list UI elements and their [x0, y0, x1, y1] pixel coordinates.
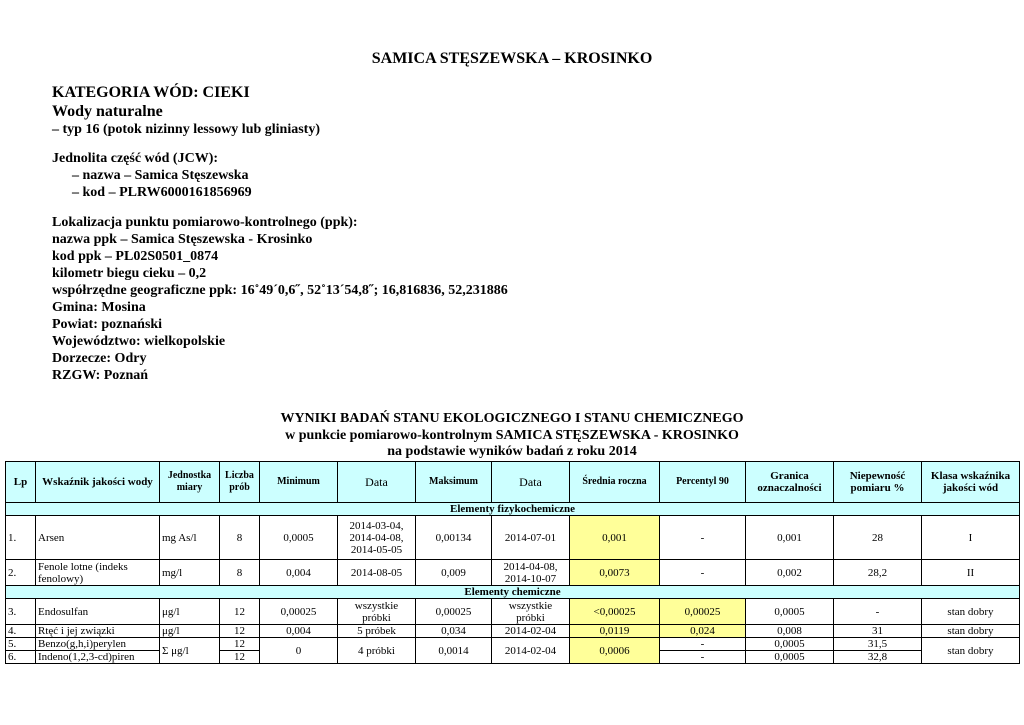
cell-limit: 0,0005 — [746, 651, 834, 664]
header-mean: Średnia roczna — [570, 462, 660, 503]
cell-min: 0,0005 — [260, 516, 338, 560]
cell-samples: 12 — [220, 599, 260, 625]
header-date-min: Data — [338, 462, 416, 503]
cell-limit: 0,008 — [746, 625, 834, 638]
cell-max: 0,00134 — [416, 516, 492, 560]
section-physicochemical: Elementy fizykochemiczne — [6, 503, 1020, 516]
header-lp: Lp — [6, 462, 36, 503]
cell-date-min: 5 próbek — [338, 625, 416, 638]
header-max: Maksimum — [416, 462, 492, 503]
category-sub: Wody naturalne — [52, 103, 163, 120]
cell-lp: 4. — [6, 625, 36, 638]
table-header-row — [6, 462, 1020, 503]
cell-samples: 12 — [220, 638, 260, 651]
cell-limit: 0,002 — [746, 560, 834, 586]
cell-class: stan dobry — [922, 638, 1020, 664]
location-line: nazwa ppk – Samica Stęszewska - Krosinko — [52, 232, 313, 247]
cell-max: 0,00025 — [416, 599, 492, 625]
header-class: Klasa wskaźnika jakości wód — [922, 462, 1020, 503]
cell-limit: 0,0005 — [746, 599, 834, 625]
cell-uncertainty: 28,2 — [834, 560, 922, 586]
cell-uncertainty: 28 — [834, 516, 922, 560]
cell-date-min: 2014-03-04, 2014-04-08, 2014-05-05 — [338, 516, 416, 560]
cell-date-max: wszystkie próbki — [492, 599, 570, 625]
cell-unit: mg As/l — [160, 516, 220, 560]
cell-lp: 1. — [6, 516, 36, 560]
cell-samples: 12 — [220, 625, 260, 638]
table-row — [6, 516, 1020, 560]
category-block — [52, 83, 320, 138]
cell-mean: <0,00025 — [570, 599, 660, 625]
cell-mean: 0,0006 — [570, 638, 660, 664]
cell-lp: 6. — [6, 651, 36, 664]
location-line: Dorzecze: Odry — [52, 351, 147, 366]
cell-uncertainty: 31,5 — [834, 638, 922, 651]
cell-indicator: Arsen — [36, 516, 160, 560]
table-row — [6, 638, 1020, 651]
cell-class: stan dobry — [922, 625, 1020, 638]
cell-unit: μg/l — [160, 625, 220, 638]
table-row — [6, 560, 1020, 586]
cell-unit: μg/l — [160, 599, 220, 625]
cell-min: 0 — [260, 638, 338, 664]
header-date-max: Data — [492, 462, 570, 503]
results-table — [5, 461, 1020, 664]
cell-lp: 5. — [6, 638, 36, 651]
section-row — [6, 586, 1020, 599]
cell-max: 0,034 — [416, 625, 492, 638]
cell-unit: Σ μg/l — [160, 638, 220, 664]
cell-min: 0,004 — [260, 625, 338, 638]
cell-p90: 0,00025 — [660, 599, 746, 625]
cell-max: 0,009 — [416, 560, 492, 586]
cell-date-min: 2014-08-05 — [338, 560, 416, 586]
cell-date-max: 2014-04-08, 2014-10-07 — [492, 560, 570, 586]
cell-samples: 12 — [220, 651, 260, 664]
cell-lp: 3. — [6, 599, 36, 625]
cell-indicator: Endosulfan — [36, 599, 160, 625]
location-line: RZGW: Poznań — [52, 368, 149, 383]
header-samples: Liczba prób — [220, 462, 260, 503]
cell-limit: 0,0005 — [746, 638, 834, 651]
cell-max: 0,0014 — [416, 638, 492, 664]
cell-unit: mg/l — [160, 560, 220, 586]
cell-p90: - — [660, 638, 746, 651]
location-line: kod ppk – PL02S0501_0874 — [52, 249, 219, 264]
cell-indicator: Indeno(1,2,3-cd)piren — [36, 651, 160, 664]
cell-indicator: Fenole lotne (indeks fenolowy) — [36, 560, 160, 586]
cell-uncertainty: 32,8 — [834, 651, 922, 664]
header-limit: Granica oznaczalności — [746, 462, 834, 503]
page-title: SAMICA STĘSZEWSKA – KROSINKO — [371, 50, 653, 67]
table-row — [6, 599, 1020, 625]
jcw-code: – kod – PLRW6000161856969 — [72, 185, 252, 200]
header-indicator: Wskaźnik jakości wody — [36, 462, 160, 503]
cell-limit: 0,001 — [746, 516, 834, 560]
table-row — [6, 625, 1020, 638]
location-line: Województwo: wielkopolskie — [52, 334, 226, 349]
location-block — [52, 214, 508, 384]
jcw-name: – nazwa – Samica Stęszewska — [72, 168, 249, 183]
cell-mean: 0,0073 — [570, 560, 660, 586]
location-line: współrzędne geograficzne ppk: 16˚49´0,6˝, 52˚13´54,8˝; 16,816836, 52,231886 — [52, 283, 508, 298]
category-type: – typ 16 (potok nizinny lessowy lub gliniasty) — [52, 122, 320, 137]
header-p90: Percentyl 90 — [660, 462, 746, 503]
cell-indicator: Benzo(g,h,i)perylen — [36, 638, 160, 651]
cell-samples: 8 — [220, 516, 260, 560]
location-line: Powiat: poznański — [52, 317, 163, 332]
cell-mean: 0,0119 — [570, 625, 660, 638]
cell-p90: - — [660, 516, 746, 560]
cell-lp: 2. — [6, 560, 36, 586]
cell-date-max: 2014-02-04 — [492, 625, 570, 638]
cell-date-min: 4 próbki — [338, 638, 416, 664]
results-heading — [0, 411, 1024, 461]
header-min: Minimum — [260, 462, 338, 503]
cell-min: 0,00025 — [260, 599, 338, 625]
cell-class: I — [922, 516, 1020, 560]
cell-mean: 0,001 — [570, 516, 660, 560]
cell-p90: - — [660, 651, 746, 664]
cell-date-max: 2014-02-04 — [492, 638, 570, 664]
cell-date-max: 2014-07-01 — [492, 516, 570, 560]
results-line3: na podstawie wyników badań z roku 2014 — [387, 444, 637, 459]
section-row — [6, 503, 1020, 516]
cell-date-min: wszystkie próbki — [338, 599, 416, 625]
jcw-block — [52, 150, 252, 201]
header-uncertainty: Niepewność pomiaru % — [834, 462, 922, 503]
results-line1: WYNIKI BADAŃ STANU EKOLOGICZNEGO I STANU CHEMICZNEGO — [280, 411, 744, 426]
location-line: kilometr biegu cieku – 0,2 — [52, 266, 207, 281]
section-chemical: Elementy chemiczne — [6, 586, 1020, 599]
cell-p90: 0,024 — [660, 625, 746, 638]
results-line2: w punkcie pomiarowo-kontrolnym SAMICA STĘSZEWSKA - KROSINKO — [285, 427, 739, 443]
cell-class: II — [922, 560, 1020, 586]
jcw-heading: Jednolita część wód (JCW): — [52, 151, 219, 166]
location-line: Gmina: Mosina — [52, 300, 146, 315]
cell-min: 0,004 — [260, 560, 338, 586]
cell-class: stan dobry — [922, 599, 1020, 625]
cell-uncertainty: 31 — [834, 625, 922, 638]
cell-indicator: Rtęć i jej związki — [36, 625, 160, 638]
cell-p90: - — [660, 560, 746, 586]
location-heading: Lokalizacja punktu pomiarowo-kontrolnego (ppk): — [52, 215, 358, 230]
category-heading: KATEGORIA WÓD: CIEKI — [52, 84, 250, 101]
cell-samples: 8 — [220, 560, 260, 586]
cell-uncertainty: - — [834, 599, 922, 625]
header-unit: Jednostka miary — [160, 462, 220, 503]
